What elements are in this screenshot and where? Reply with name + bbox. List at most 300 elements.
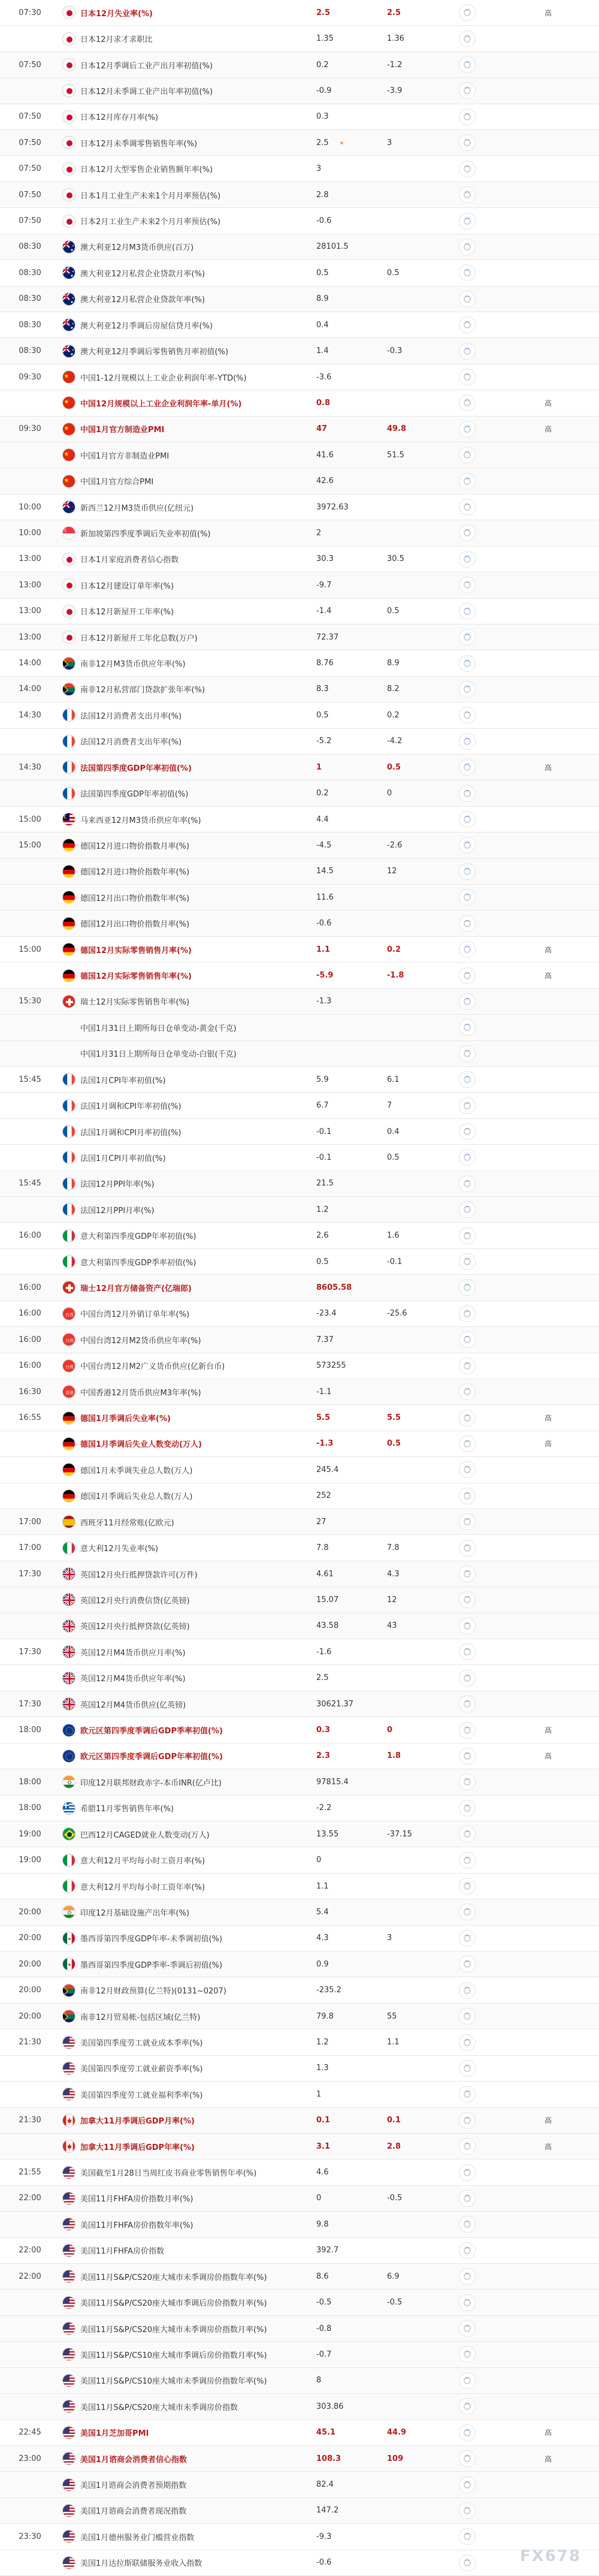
france-flag-icon	[62, 1151, 75, 1164]
indicator-name[interactable]: 美国11月S&P/CS20座大城市季调后房价指数月率(%)	[80, 2299, 267, 2309]
loading-spinner-icon[interactable]	[459, 213, 476, 230]
china-flag-icon	[62, 448, 75, 461]
loading-spinner-icon[interactable]	[459, 681, 476, 698]
loading-spinner-icon[interactable]	[459, 343, 476, 360]
indicator-name[interactable]: 法国1月CPI年率初值(%)	[80, 1076, 166, 1085]
loading-spinner-icon[interactable]	[459, 1123, 476, 1140]
country-flag-cell	[60, 1249, 78, 1274]
loading-spinner-icon[interactable]	[459, 889, 476, 906]
importance-cell	[497, 1821, 599, 1847]
previous-value: 8.6	[316, 2272, 329, 2281]
indicator-name[interactable]: 美国1月谘商会消费者信心指数	[80, 2455, 187, 2465]
loading-spinner-icon[interactable]	[459, 1591, 476, 1608]
indicator-name[interactable]: 英国12月央行抵押贷款许可(万件)	[80, 1570, 198, 1580]
indicator-name[interactable]: 日本2月工业生产未来2个月月率预估(%)	[80, 218, 221, 227]
release-time: 18:00	[19, 1803, 41, 1813]
loading-spinner-icon[interactable]	[459, 2112, 476, 2129]
loading-spinner-icon[interactable]	[459, 2346, 476, 2363]
indicator-name[interactable]: 德国12月出口物价指数月率(%)	[80, 920, 190, 930]
release-time: 19:00	[19, 1856, 41, 1865]
actual-value-cell	[437, 312, 497, 337]
forecast-value: 7	[387, 1101, 392, 1111]
indicator-name[interactable]: 中国12月规模以上工业企业利润年率-单月(%)	[80, 399, 242, 409]
actual-value-cell	[437, 1744, 497, 1769]
indicator-name[interactable]: 意大利12月平均每小时工资月率(%)	[80, 1857, 205, 1866]
loading-spinner-icon[interactable]	[459, 1930, 476, 1947]
country-flag-cell	[60, 442, 78, 467]
loading-spinner-icon[interactable]	[459, 2190, 476, 2207]
indicator-name[interactable]: 德国12月出口物价指数年率(%)	[80, 894, 190, 903]
country-flag-cell	[60, 1639, 78, 1664]
germany-flag-icon	[62, 1489, 75, 1503]
indicator-name[interactable]: 中国1月31日上期所每日仓单变动-黄金(千克)	[80, 1024, 237, 1033]
forecast-value: 6.1	[387, 1075, 400, 1084]
loading-spinner-icon[interactable]	[459, 1071, 476, 1088]
loading-spinner-icon[interactable]	[459, 1800, 476, 1817]
importance-cell	[497, 1275, 599, 1300]
loading-spinner-icon[interactable]	[459, 967, 476, 984]
loading-spinner-icon[interactable]	[459, 1435, 476, 1452]
country-flag-cell	[60, 677, 78, 702]
forecast-value	[383, 1847, 437, 1872]
loading-spinner-icon[interactable]	[459, 1565, 476, 1582]
importance-cell	[497, 78, 599, 103]
indicator-name[interactable]: 法国12月消费者支出月率(%)	[80, 711, 182, 721]
indicator-name[interactable]: 德国12月进口物价指数月率(%)	[80, 841, 190, 851]
indicator-name[interactable]: 美国11月S&P/CS10座大城市未季调房价指数年率(%)	[80, 2377, 267, 2387]
calendar-row	[0, 1744, 599, 1769]
loading-spinner-icon[interactable]	[459, 1175, 476, 1192]
loading-spinner-icon[interactable]	[459, 1227, 476, 1244]
loading-spinner-icon[interactable]	[459, 2372, 476, 2389]
indicator-name[interactable]: 印度12月基础设施产出年率(%)	[80, 1908, 190, 1918]
indicator-name[interactable]: 美国截至1月28日当周红皮书商业零售销售年率(%)	[80, 2169, 257, 2179]
indicator-name[interactable]: 南非12月财政预算(亿兰特)(0131~0207)	[80, 1987, 226, 1996]
loading-spinner-icon[interactable]	[459, 2450, 476, 2467]
country-flag-cell	[60, 1483, 78, 1509]
forecast-value: 43	[387, 1621, 397, 1631]
loading-spinner-icon[interactable]	[459, 82, 476, 99]
loading-spinner-icon[interactable]	[459, 2034, 476, 2051]
previous-value: -23.4	[316, 1309, 337, 1319]
calendar-row	[0, 650, 599, 676]
indicator-name[interactable]: 日本12月求才求职比	[80, 35, 153, 45]
indicator-name[interactable]: 法国1月调和CPI月率初值(%)	[80, 1128, 181, 1138]
importance-cell	[497, 807, 599, 832]
indicator-name[interactable]: 新西兰12月M3货币供应(亿纽元)	[80, 503, 194, 513]
importance-cell	[497, 1067, 599, 1092]
indicator-name[interactable]: 德国12月实际零售销售月率(%)	[80, 946, 192, 955]
previous-value: 1	[316, 762, 322, 772]
indicator-name[interactable]: 意大利12月平均每小时工资年率(%)	[80, 1883, 205, 1892]
indicator-name[interactable]: 欧元区第四季度季调后GDP年率初值(%)	[80, 1752, 223, 1762]
indicator-name[interactable]: 澳大利亚12月私营企业贷款年率(%)	[80, 295, 205, 305]
indicator-name[interactable]: 美国1月芝加哥PMI	[80, 2429, 149, 2439]
indicator-name[interactable]: 南非12月贸易帐-包括区域(亿兰特)	[80, 2013, 201, 2022]
loading-spinner-icon[interactable]	[459, 1358, 476, 1374]
indicator-name[interactable]: 中国1月官方非制造业PMI	[80, 451, 170, 461]
previous-value: -0.1	[316, 1127, 332, 1136]
loading-spinner-icon[interactable]	[459, 524, 476, 541]
indicator-name[interactable]: 法国12月PPI月率(%)	[80, 1206, 155, 1215]
loading-spinner-icon[interactable]	[459, 1305, 476, 1322]
indicator-name[interactable]: 墨西哥第四季度GDP季率-季调后初值(%)	[80, 1960, 223, 1970]
indicator-name[interactable]: 日本1月工业生产未来1个月月率预估(%)	[80, 191, 221, 201]
loading-spinner-icon[interactable]	[459, 1643, 476, 1660]
calendar-row	[0, 2159, 599, 2185]
importance-cell	[497, 26, 599, 51]
calendar-row	[0, 312, 599, 338]
svg-text:台湾: 台湾	[65, 1338, 74, 1344]
loading-spinner-icon[interactable]	[459, 108, 476, 125]
calendar-row	[0, 1561, 599, 1587]
loading-spinner-icon[interactable]	[459, 2008, 476, 2025]
importance-cell	[497, 286, 599, 312]
importance-cell	[497, 182, 599, 207]
loading-spinner-icon[interactable]	[459, 2242, 476, 2259]
previous-value: 30621.37	[316, 1699, 354, 1709]
indicator-name[interactable]: 澳大利亚12月季调后房屋信贷月率(%)	[80, 321, 213, 331]
indicator-name[interactable]: 德国1月季调后失业人数变动(万人)	[80, 1440, 202, 1450]
release-time: 08:30	[19, 346, 41, 356]
forecast-value	[383, 208, 437, 233]
importance-cell	[497, 2029, 599, 2055]
indicator-name[interactable]: 中国台湾12月外销订单年率(%)	[80, 1310, 190, 1320]
indicator-name[interactable]: 美国1月达拉斯联储服务业收入指数	[80, 2559, 202, 2569]
indicator-name[interactable]: 瑞士12月官方储备资产(亿瑞郎)	[80, 1284, 192, 1293]
loading-spinner-icon[interactable]	[459, 1461, 476, 1478]
indicator-name[interactable]: 德国12月实际零售销售年率(%)	[80, 972, 192, 982]
indicator-name[interactable]: 日本12月库存月率(%)	[80, 113, 159, 123]
loading-spinner-icon[interactable]	[459, 1383, 476, 1400]
calendar-row	[0, 2290, 599, 2315]
loading-spinner-icon[interactable]	[459, 811, 476, 828]
previous-value: 7.37	[316, 1335, 334, 1344]
indicator-name[interactable]: 美国11月S&P/CS20座大城市未季调房价指数年率(%)	[80, 2273, 267, 2282]
malaysia-flag-icon	[62, 813, 75, 826]
loading-spinner-icon[interactable]	[459, 1045, 476, 1062]
release-time	[0, 390, 60, 415]
indicator-name[interactable]: 法国1月CPI月率初值(%)	[80, 1154, 166, 1163]
loading-spinner-icon[interactable]	[459, 707, 476, 723]
loading-spinner-icon[interactable]	[459, 1279, 476, 1296]
loading-spinner-icon[interactable]	[459, 551, 476, 568]
actual-value-cell	[437, 2212, 497, 2237]
indicator-name[interactable]: 美国11月S&P/CS20座大城市未季调房价指数月率(%)	[80, 2325, 267, 2334]
release-time	[0, 1249, 60, 1274]
loading-spinner-icon[interactable]	[459, 2424, 476, 2441]
release-time	[0, 1431, 60, 1456]
loading-spinner-icon[interactable]	[459, 1982, 476, 1999]
loading-spinner-icon[interactable]	[459, 629, 476, 645]
loading-spinner-icon[interactable]	[459, 1513, 476, 1530]
indicator-name[interactable]: 希腊11月零售销售年率(%)	[80, 1805, 174, 1814]
forecast-value: 0.2	[387, 710, 400, 720]
indicator-name[interactable]: 美国1月谘商会消费者预期指数	[80, 2481, 187, 2491]
loading-spinner-icon[interactable]	[459, 837, 476, 853]
country-flag-cell	[60, 2368, 78, 2393]
loading-spinner-icon[interactable]	[459, 264, 476, 281]
loading-spinner-icon[interactable]	[459, 759, 476, 776]
indicator-name[interactable]: 法国12月PPI年率(%)	[80, 1180, 155, 1190]
indicator-name[interactable]: 加拿大11月季调后GDP月率(%)	[80, 2117, 195, 2126]
previous-value: 8.3	[316, 684, 329, 694]
loading-spinner-icon[interactable]	[459, 2164, 476, 2181]
loading-spinner-icon[interactable]	[459, 56, 476, 73]
indicator-name[interactable]: 澳大利亚12月M3货币供应(百万)	[80, 243, 194, 253]
loading-spinner-icon[interactable]	[459, 31, 476, 47]
indicator-name[interactable]: 法国第四季度GDP年率初值(%)	[80, 790, 189, 800]
release-time: 15:00	[19, 945, 41, 954]
indicator-name[interactable]: 西班牙11月经常账(亿欧元)	[80, 1518, 174, 1528]
loading-spinner-icon[interactable]	[459, 4, 476, 21]
loading-spinner-icon[interactable]	[459, 369, 476, 385]
importance-cell	[497, 2212, 599, 2237]
country-flag-cell	[60, 1301, 78, 1326]
forecast-value	[383, 1353, 437, 1379]
loading-spinner-icon[interactable]	[459, 1331, 476, 1348]
indicator-name[interactable]: 美国1月德州服务业门槛营业指数	[80, 2533, 195, 2542]
indicator-name[interactable]: 德国1月季调后失业率(%)	[80, 1414, 171, 1424]
indicator-name[interactable]: 中国1月31日上期所每日仓单变动-白银(千克)	[80, 1050, 237, 1060]
usa-flag-icon	[62, 2270, 75, 2283]
indicator-name[interactable]: 日本12月新屋开工年率(%)	[80, 608, 174, 617]
indicator-name[interactable]: 印度12月联邦财政赤字-本币INR(亿卢比)	[80, 1778, 222, 1788]
china-flag-icon	[62, 423, 75, 436]
loading-spinner-icon[interactable]	[459, 1748, 476, 1764]
forecast-value: 0.5	[387, 268, 400, 277]
previous-value: 30.3	[316, 554, 334, 564]
china-flag-icon	[62, 396, 75, 409]
loading-spinner-icon[interactable]	[459, 2502, 476, 2519]
importance-cell	[497, 1769, 599, 1794]
indicator-name[interactable]: 马来西亚12月M3货币供应年率(%)	[80, 816, 201, 825]
loading-spinner-icon[interactable]	[459, 421, 476, 438]
indicator-name[interactable]: 德国1月未季调失业总人数(万人)	[80, 1466, 193, 1476]
actual-value-cell	[437, 390, 497, 415]
importance-cell	[497, 1561, 599, 1586]
loading-spinner-icon[interactable]	[459, 1201, 476, 1218]
calendar-row	[0, 1483, 599, 1509]
indicator-name[interactable]: 日本12月未季调工业产出年率初值(%)	[80, 87, 213, 96]
loading-spinner-icon[interactable]	[459, 2477, 476, 2493]
indicator-name[interactable]: 中国1-12月规模以上工业企业利润年率-YTD(%)	[80, 373, 247, 383]
loading-spinner-icon[interactable]	[459, 2320, 476, 2337]
loading-spinner-icon[interactable]	[459, 1019, 476, 1036]
indicator-name[interactable]: 日本12月季调后工业产出月率初值(%)	[80, 61, 213, 71]
loading-spinner-icon[interactable]	[459, 785, 476, 802]
indicator-name[interactable]: 日本1月家庭消费者信心指数	[80, 556, 179, 565]
indicator-name[interactable]: 法国1月调和CPI年率初值(%)	[80, 1102, 181, 1112]
loading-spinner-icon[interactable]	[459, 1618, 476, 1634]
previous-value: 8605.58	[316, 1283, 352, 1292]
indicator-name[interactable]: 日本12月大型零售企业销售额年率(%)	[80, 165, 213, 175]
loading-spinner-icon[interactable]	[459, 1956, 476, 1972]
indicator-name[interactable]: 中国1月官方综合PMI	[80, 478, 154, 487]
forecast-value: 44.9	[387, 2428, 407, 2438]
loading-spinner-icon[interactable]	[459, 1696, 476, 1712]
loading-spinner-icon[interactable]	[459, 2554, 476, 2571]
release-time: 09:30	[19, 372, 41, 382]
calendar-row	[0, 442, 599, 468]
usa-flag-icon	[62, 2296, 75, 2309]
loading-spinner-icon[interactable]	[459, 473, 476, 490]
indicator-name[interactable]: 美国第四季度劳工就业薪资季率(%)	[80, 2065, 203, 2074]
indicator-name[interactable]: 日本12月失业率(%)	[80, 9, 153, 19]
country-flag-cell	[60, 0, 78, 25]
importance-cell	[497, 494, 599, 520]
loading-spinner-icon[interactable]	[459, 733, 476, 750]
loading-spinner-icon[interactable]	[459, 577, 476, 593]
loading-spinner-icon[interactable]	[459, 2086, 476, 2103]
indicator-name[interactable]: 中国香港12月货币供应M3年率(%)	[80, 1388, 201, 1398]
loading-spinner-icon[interactable]	[459, 134, 476, 151]
indicator-name[interactable]: 新加坡第四季度季调后失业率初值(%)	[80, 529, 211, 539]
indicator-name[interactable]: 英国12月M4货币供应月率(%)	[80, 1648, 186, 1658]
calendar-row	[0, 1405, 599, 1431]
release-time	[0, 1015, 60, 1040]
loading-spinner-icon[interactable]	[459, 2528, 476, 2545]
loading-spinner-icon[interactable]	[459, 863, 476, 880]
indicator-name[interactable]: 德国1月季调后失业总人数(万人)	[80, 1492, 193, 1502]
loading-spinner-icon[interactable]	[459, 2294, 476, 2311]
indicator-name[interactable]: 意大利第四季度GDP年率初值(%)	[80, 1232, 196, 1242]
importance-cell	[497, 780, 599, 806]
loading-spinner-icon[interactable]	[459, 1670, 476, 1687]
loading-spinner-icon[interactable]	[459, 1826, 476, 1842]
indicator-name[interactable]: 中国台湾12月M2货币供应年率(%)	[80, 1336, 201, 1346]
loading-spinner-icon[interactable]	[459, 1904, 476, 1920]
previous-value: 2	[316, 528, 322, 538]
indicator-name[interactable]: 日本12月未季调零售销售年率(%)	[80, 139, 198, 149]
indicator-name[interactable]: 欧元区第四季度季调后GDP季率初值(%)	[80, 1727, 223, 1736]
loading-spinner-icon[interactable]	[459, 1488, 476, 1504]
indicator-name[interactable]: 美国11月FHFA房价指数年率(%)	[80, 2221, 193, 2230]
forecast-value	[383, 1327, 437, 1352]
loading-spinner-icon[interactable]	[459, 1253, 476, 1270]
loading-spinner-icon[interactable]	[459, 655, 476, 672]
indicator-name[interactable]: 墨西哥第四季度GDP年率-未季调初值(%)	[80, 1935, 223, 1944]
indicator-name[interactable]: 瑞士12月实际零售销售年率(%)	[80, 998, 190, 1008]
indicator-name[interactable]: 美国11月FHFA房价指数	[80, 2247, 164, 2257]
loading-spinner-icon[interactable]	[459, 2060, 476, 2077]
loading-spinner-icon[interactable]	[459, 603, 476, 620]
japan-flag-icon	[62, 162, 75, 176]
loading-spinner-icon[interactable]	[459, 499, 476, 515]
indicator-name[interactable]: 中国1月官方制造业PMI	[80, 426, 165, 435]
indicator-name[interactable]: 英国12月央行消费信贷(亿英镑)	[80, 1596, 190, 1606]
loading-spinner-icon[interactable]	[459, 291, 476, 307]
indicator-name[interactable]: 美国11月S&P/CS20座大城市未季调房价指数	[80, 2403, 238, 2412]
switzerland-flag-icon	[62, 1281, 75, 1294]
loading-spinner-icon[interactable]	[459, 186, 476, 203]
importance-cell	[497, 910, 599, 936]
loading-spinner-icon[interactable]	[459, 1149, 476, 1166]
indicator-name[interactable]: 南非12月M3货币供应年率(%)	[80, 660, 186, 669]
loading-spinner-icon[interactable]	[459, 2398, 476, 2415]
country-flag-cell	[60, 286, 78, 312]
previous-value: 5.4	[316, 1907, 329, 1917]
indicator-name[interactable]: 美国11月S&P/CS10座大城市季调后房价指数月率(%)	[80, 2351, 267, 2360]
indicator-name[interactable]: 法国12月消费者支出年率(%)	[80, 738, 182, 747]
importance-cell	[497, 1899, 599, 1925]
indicator-name[interactable]: 巴西12月CAGED就业人数变动(万人)	[80, 1830, 210, 1840]
forecast-value	[383, 1639, 437, 1664]
actual-value-cell	[437, 1977, 497, 2002]
calendar-row	[0, 910, 599, 936]
indicator-name[interactable]: 加拿大11月季调后GDP年率(%)	[80, 2143, 195, 2152]
loading-spinner-icon[interactable]	[459, 1852, 476, 1869]
indicator-name[interactable]: 日本12月建设订单年率(%)	[80, 581, 174, 591]
loading-spinner-icon[interactable]	[459, 161, 476, 177]
loading-spinner-icon[interactable]	[459, 239, 476, 255]
country-flag-cell	[60, 156, 78, 181]
actual-value-cell	[437, 417, 497, 442]
loading-spinner-icon[interactable]	[459, 941, 476, 958]
indicator-name[interactable]: 美国1月谘商会消费者现况指数	[80, 2507, 187, 2517]
loading-spinner-icon[interactable]	[459, 316, 476, 333]
loading-spinner-icon[interactable]	[459, 394, 476, 411]
loading-spinner-icon[interactable]	[459, 447, 476, 463]
loading-spinner-icon[interactable]	[459, 915, 476, 932]
indicator-name[interactable]: 意大利第四季度GDP季率初值(%)	[80, 1258, 196, 1268]
calendar-row	[0, 2446, 599, 2472]
previous-value: 97815.4	[316, 1777, 349, 1787]
loading-spinner-icon[interactable]	[459, 1540, 476, 1557]
loading-spinner-icon[interactable]	[459, 1722, 476, 1739]
indicator-name[interactable]: 日本12月新屋开工年化总数(万户)	[80, 634, 198, 643]
indicator-name[interactable]: 法国第四季度GDP年率初值(%)	[80, 764, 192, 773]
calendar-row	[0, 702, 599, 728]
indicator-name[interactable]: 英国12月M4货币供应年率(%)	[80, 1675, 186, 1684]
loading-spinner-icon[interactable]	[459, 2216, 476, 2233]
australia-flag-icon	[62, 292, 75, 306]
indicator-name[interactable]: 澳大利亚12月季调后零售销售月率初值(%)	[80, 348, 229, 357]
indicator-name[interactable]: 英国12月央行抵押贷款(亿英镑)	[80, 1622, 190, 1632]
indicator-name[interactable]: 中国台湾12月M2广义货币供应(亿新台币)	[80, 1362, 225, 1372]
loading-spinner-icon[interactable]	[459, 2268, 476, 2285]
previous-value: 147.2	[316, 2506, 339, 2515]
usa-flag-icon	[62, 2478, 75, 2491]
country-flag-cell	[60, 2264, 78, 2289]
indicator-name[interactable]: 美国第四季度劳工就业成本季率(%)	[80, 2039, 203, 2048]
actual-value-cell	[437, 2446, 497, 2471]
importance-cell	[497, 1796, 599, 1821]
usa-flag-icon	[62, 2556, 75, 2569]
importance-cell	[497, 1223, 599, 1248]
loading-spinner-icon[interactable]	[459, 2138, 476, 2155]
loading-spinner-icon[interactable]	[459, 1773, 476, 1790]
importance-cell	[497, 1613, 599, 1639]
importance-cell	[497, 2159, 599, 2185]
indicator-name[interactable]: 美国11月FHFA房价指数月率(%)	[80, 2195, 193, 2204]
indicator-name[interactable]: 德国12月进口物价指数年率(%)	[80, 868, 190, 877]
indicator-name[interactable]: 意大利12月失业率(%)	[80, 1545, 159, 1554]
loading-spinner-icon[interactable]	[459, 993, 476, 1010]
loading-spinner-icon[interactable]	[459, 1878, 476, 1895]
south-africa-flag-icon	[62, 2010, 75, 2023]
loading-spinner-icon[interactable]	[459, 1410, 476, 1426]
indicator-name[interactable]: 英国12月M4货币供应(亿英镑)	[80, 1700, 186, 1710]
loading-spinner-icon[interactable]	[459, 1097, 476, 1114]
importance-cell	[497, 989, 599, 1014]
indicator-name[interactable]: 南非12月私营部门贷款扩张年率(%)	[80, 686, 205, 695]
calendar-row	[0, 2264, 599, 2290]
forecast-value: 0.2	[387, 945, 401, 954]
actual-value-cell	[437, 1666, 497, 1691]
indicator-name[interactable]: 澳大利亚12月私营企业贷款月率(%)	[80, 269, 205, 279]
indicator-name[interactable]: 美国第四季度劳工就业福利季率(%)	[80, 2091, 203, 2100]
